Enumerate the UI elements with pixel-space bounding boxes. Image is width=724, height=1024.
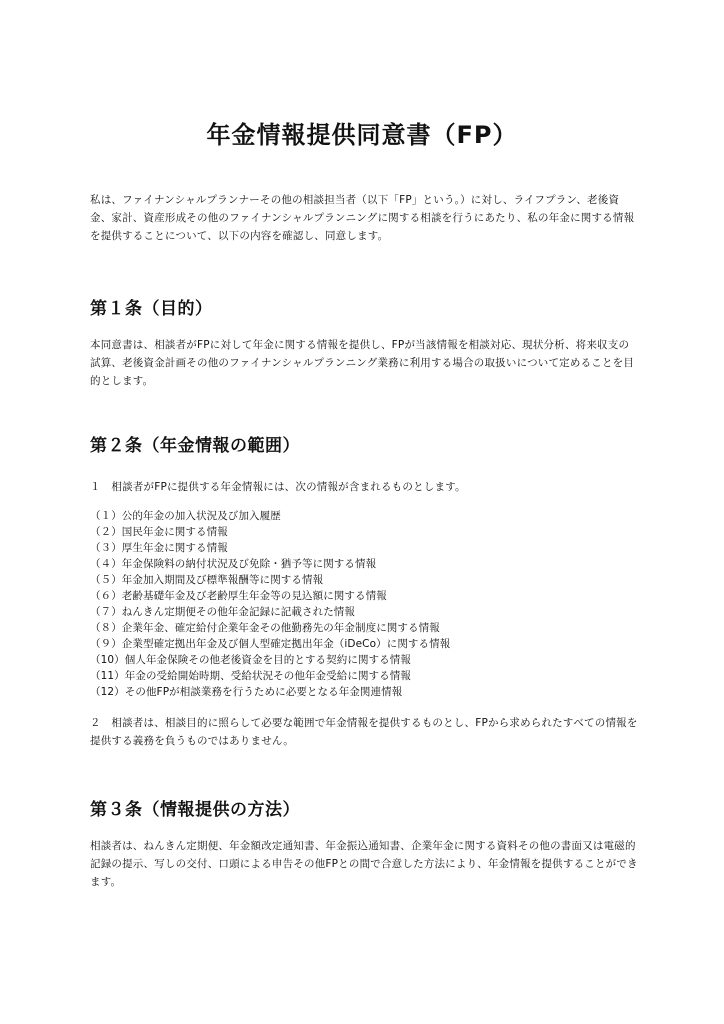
list-item: （11）年金の受給開始時期、受給状況その他年金受給に関する情報	[90, 670, 411, 682]
article-2-clause-2: ２ 相談者は、相談目的に照らして必要な範囲で年金情報を提供するものとし、FPから求められたすべての情報を提供する義務を負うものではありません。	[90, 717, 638, 747]
pension-info-list	[90, 508, 638, 700]
list-item: （５）年金加入期間及び標準報酬等に関する情報	[90, 574, 324, 586]
document-title: 年金情報提供同意書（FP）	[206, 121, 518, 149]
article-2-heading: 第２条（年金情報の範囲）	[90, 436, 300, 456]
list-item: （２）国民年金に関する情報	[90, 526, 228, 538]
article-2-clause-1: １ 相談者がFPに提供する年金情報には、次の情報が含まれるものとします。	[90, 481, 466, 493]
list-item: （７）ねんきん定期便その他年金記録に記載された情報	[90, 606, 355, 618]
article-1-heading: 第１条（目的）	[90, 299, 213, 319]
list-item: （９）企業型確定拠出年金及び個人型確定拠出年金（iDeCo）に関する情報	[90, 638, 451, 650]
list-item: （10）個人年金保険その他老後資金を目的とする契約に関する情報	[90, 654, 411, 666]
list-item: （12）その他FPが相談業務を行うために必要となる年金関連情報	[90, 686, 403, 698]
article-3-body: 相談者は、ねんきん定期便、年金額改定通知書、年金振込通知書、企業年金に関する資料その他の書面又は電磁的記録の提示、写しの交付、口頭による申告その他FPとの間で合意した方法により、年金情報を提供することができます。	[90, 840, 638, 888]
list-item: （４）年金保険料の納付状況及び免除・猶予等に関する情報	[90, 558, 377, 570]
intro-paragraph: 私は、ファイナンシャルプランナーその他の相談担当者（以下「FP」という。）に対し、ライフプラン、老後資金、家計、資産形成その他のファイナンシャルプランニングに関する相談を行うにあたり、私の年金に関する情報を提供することについて、以下の内容を確認し、同意します。	[90, 194, 635, 242]
list-item: （３）厚生年金に関する情報	[90, 542, 228, 554]
article-1-body: 本同意書は、相談者がFPに対して年金に関する情報を提供し、FPが当該情報を相談対応、現状分析、将来収支の試算、老後資金計画その他のファイナンシャルプランニング業務に利用する場合の取扱いについて定めることを目的とします。	[90, 339, 635, 387]
article-3-heading: 第３条（情報提供の方法）	[90, 800, 300, 820]
list-item: （１）公的年金の加入状況及び加入履歴	[90, 510, 281, 522]
list-item: （６）老齢基礎年金及び老齢厚生年金等の見込額に関する情報	[90, 590, 387, 602]
list-item: （８）企業年金、確定給付企業年金その他勤務先の年金制度に関する情報	[90, 622, 440, 634]
